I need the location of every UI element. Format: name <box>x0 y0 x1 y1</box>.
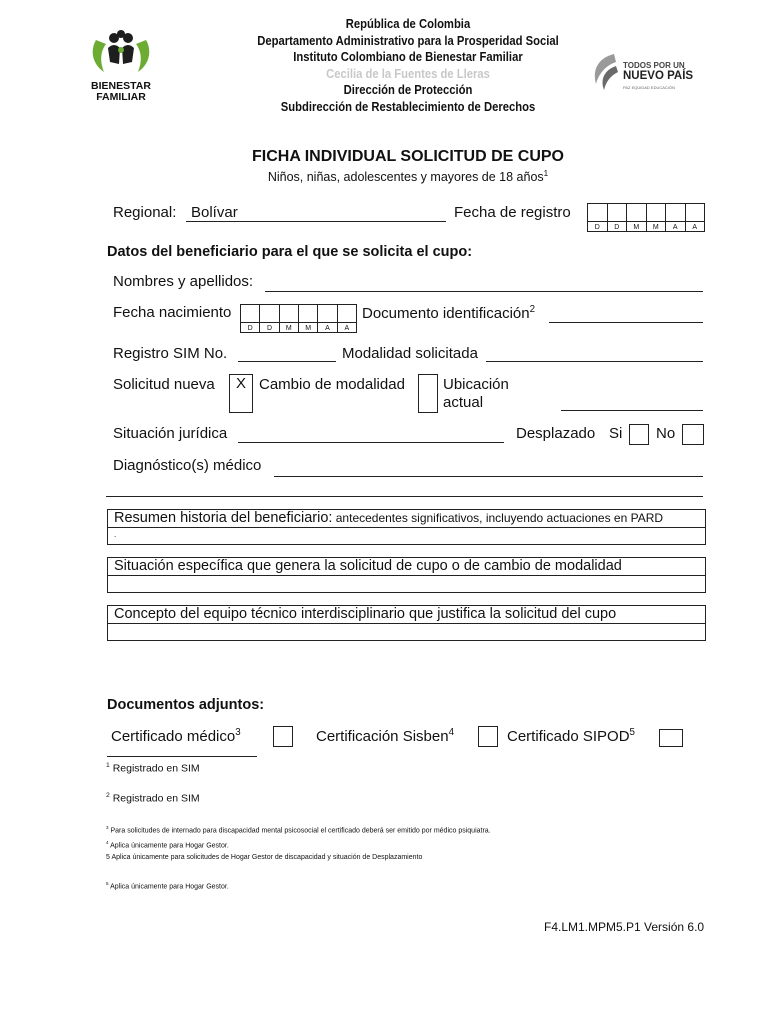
fecha-registro-date-box[interactable] <box>587 203 705 232</box>
certificacion-sisben-label <box>316 727 454 745</box>
certificado-medico-text: Certificado médico <box>111 728 236 745</box>
footnote-number: 3 <box>106 825 109 830</box>
solicitud-nueva-label: Solicitud nueva <box>113 376 215 393</box>
section-title: Concepto del equipo técnico interdisciplinario que justifica la solicitud del cupo <box>114 606 617 622</box>
fecha-registro-label: Fecha de registro <box>454 204 571 221</box>
footnote-ref-3: 3 <box>235 727 241 738</box>
footnote-1 <box>106 762 200 775</box>
situacion-especifica-section[interactable] <box>107 557 706 593</box>
beneficiario-heading: Datos del beneficiario para el que se solicita el cupo: <box>107 244 473 260</box>
cambio-modalidad-checkbox[interactable] <box>418 374 438 413</box>
date-cell: M <box>299 305 318 332</box>
certificado-medico-checkbox[interactable] <box>273 726 293 747</box>
documento-line[interactable] <box>549 322 703 323</box>
certificacion-sisben-checkbox[interactable] <box>478 726 498 747</box>
footnote-ref-1: 1 <box>543 169 549 178</box>
registro-sim-label: Registro SIM No. <box>113 345 228 362</box>
date-cell: D <box>608 204 628 231</box>
ubicacion-line[interactable] <box>561 410 703 411</box>
modalidad-line[interactable] <box>486 361 703 362</box>
certificado-medico-underline <box>107 756 257 757</box>
documento-label <box>362 304 535 322</box>
footnote-text: Para solicitudes de internado para discapacidad mental psicosocial el certificado deberá ser emitido por médico psiquiatra. <box>108 827 491 835</box>
header-line-5: Dirección de Protección <box>343 83 473 97</box>
diagnostico-line[interactable] <box>274 476 703 477</box>
header-line-2: Departamento Administrativo para la Prosperidad Social <box>257 34 559 48</box>
ubicacion-label-1: Ubicación <box>443 376 509 393</box>
date-cell: D <box>260 305 279 332</box>
situacion-juridica-label: Situación jurídica <box>113 425 228 442</box>
footnote-2 <box>106 792 200 805</box>
desplazado-si-label: Si <box>609 425 623 442</box>
section-header <box>108 606 705 624</box>
footnote-4 <box>106 840 229 849</box>
footnote-number: 4 <box>106 840 109 845</box>
modalidad-label: Modalidad solicitada <box>342 345 478 362</box>
swoosh-icon <box>590 52 620 92</box>
certificado-sipod-checkbox[interactable] <box>659 729 683 747</box>
section-body <box>108 576 705 592</box>
icbf-logo <box>86 28 156 103</box>
date-cell: A <box>318 305 337 332</box>
family-icon <box>86 28 156 76</box>
footnote-number: 2 <box>106 792 110 799</box>
footnote-number: 5 <box>106 881 109 886</box>
header-line-6: Subdirección de Restablecimiento de Derechos <box>280 100 536 114</box>
section-title: Situación específica que genera la solicitud de cupo o de cambio de modalidad <box>114 558 622 574</box>
footnote-ref-4: 4 <box>448 727 454 738</box>
regional-line <box>186 221 446 222</box>
footnote-text: Aplica únicamente para Hogar Gestor. <box>108 883 229 891</box>
regional-value[interactable]: Bolívar <box>191 204 238 221</box>
logo-right-line-2: NUEVO PAÍS <box>623 70 694 82</box>
certificado-medico-label <box>111 727 241 745</box>
footnote-5: 5 Aplica únicamente para solicitudes de Hogar Gestor de discapacidad y situación de Desplazamiento <box>106 854 423 861</box>
section-body <box>108 624 705 640</box>
date-cell: A <box>686 204 705 231</box>
todos-por-un-nuevo-pais-logo <box>590 50 700 96</box>
form-version: F4.LM1.MPM5.P1 Versión 6.0 <box>544 920 705 934</box>
documentos-heading: Documentos adjuntos: <box>107 697 265 713</box>
fecha-nacimiento-label: Fecha nacimiento <box>113 304 232 321</box>
footnote-text: Registrado en SIM <box>109 792 200 805</box>
solicitud-nueva-checkbox[interactable] <box>229 374 253 413</box>
checkbox-mark: X <box>235 375 246 392</box>
form-title: FICHA INDIVIDUAL SOLICITUD DE CUPO <box>251 148 564 165</box>
desplazado-no-label: No <box>656 425 676 442</box>
date-cell: D <box>241 305 260 332</box>
desplazado-si-checkbox[interactable] <box>629 424 649 445</box>
concepto-equipo-section[interactable] <box>107 605 706 641</box>
footnote-number: 1 <box>106 762 110 769</box>
footnote-6 <box>106 881 229 890</box>
certificacion-sisben-text: Certificación Sisben <box>316 728 449 745</box>
header-line-4: Cecilia de la Fuentes de Lleras <box>326 67 490 81</box>
nombres-line[interactable] <box>265 291 703 292</box>
date-cell: M <box>280 305 299 332</box>
footnote-3 <box>106 825 491 834</box>
date-cell: M <box>647 204 667 231</box>
footnote-text: Registrado en SIM <box>109 762 200 775</box>
header-line-1: República de Colombia <box>345 17 471 31</box>
header-line-3: Instituto Colombiano de Bienestar Familiar <box>293 50 523 64</box>
form-subtitle <box>0 169 768 184</box>
desplazado-label: Desplazado <box>516 425 596 442</box>
logo-text-2: FAMILIAR <box>96 91 146 103</box>
logo-right-line-1: TODOS POR UN <box>623 61 685 70</box>
logo-text-1: BIENESTAR <box>91 80 151 92</box>
footnote-text: Aplica únicamente para Hogar Gestor. <box>108 842 229 850</box>
logo-right-line-3: PAZ EQUIDAD EDUCACIÓN <box>623 85 675 90</box>
date-cell: A <box>338 305 356 332</box>
diagnostico-label: Diagnóstico(s) médico <box>113 457 262 474</box>
footnote-ref-5: 5 <box>629 727 635 738</box>
section-title: Resumen historia del beneficiario: <box>114 510 333 526</box>
date-cell: M <box>627 204 647 231</box>
cambio-modalidad-label: Cambio de modalidad <box>259 376 405 393</box>
date-cell: D <box>588 204 608 231</box>
ubicacion-label-2: actual <box>443 394 484 411</box>
diagnostico-line-2[interactable] <box>106 496 703 497</box>
section-header <box>108 558 705 576</box>
form-subtitle-text: Niños, niñas, adolescentes y mayores de 18 años <box>267 170 544 185</box>
section-header <box>108 510 705 528</box>
resumen-historia-section[interactable] <box>107 509 706 545</box>
footnote-ref-2: 2 <box>529 304 536 315</box>
section-note: antecedentes significativos, incluyendo actuaciones en PARD <box>332 511 664 525</box>
fecha-nacimiento-date-box[interactable] <box>240 304 357 333</box>
documento-label-text: Documento identificación <box>362 305 530 322</box>
certificado-sipod-label <box>507 727 635 745</box>
registro-sim-line[interactable] <box>238 361 336 362</box>
certificado-sipod-text: Certificado SIPOD <box>507 728 630 745</box>
regional-label: Regional: <box>113 204 177 221</box>
situacion-juridica-line[interactable] <box>238 442 504 443</box>
desplazado-no-checkbox[interactable] <box>682 424 704 445</box>
nombres-label: Nombres y apellidos: <box>113 273 254 290</box>
date-cell: A <box>666 204 686 231</box>
section-body: . <box>114 530 117 539</box>
